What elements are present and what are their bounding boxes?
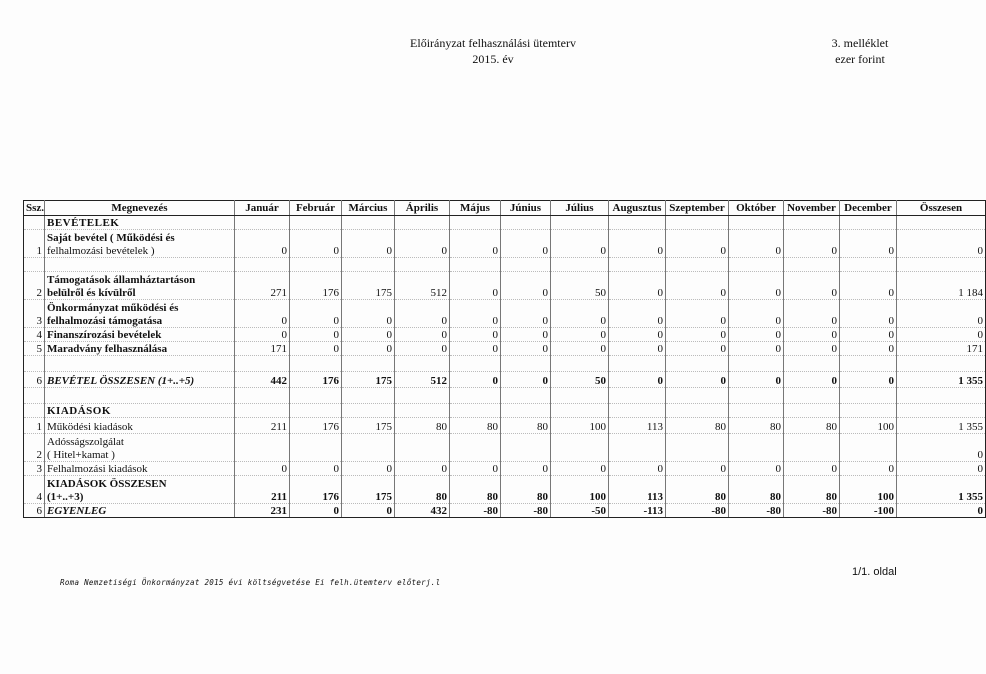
cell-value: 1 184 xyxy=(897,272,986,300)
cell-value: 0 xyxy=(501,272,551,300)
cell-value: 171 xyxy=(897,342,986,356)
cell-value xyxy=(395,216,450,230)
cell-value: 50 xyxy=(551,372,609,388)
page-number: 1/1. oldal xyxy=(852,566,897,578)
cell-value xyxy=(784,388,840,404)
cell-value: 0 xyxy=(450,342,501,356)
cell-value: 0 xyxy=(235,230,290,258)
cell-value: 1 355 xyxy=(897,372,986,388)
cell-value xyxy=(395,434,450,462)
row-label xyxy=(45,230,235,258)
cell-value: 0 xyxy=(729,230,784,258)
cell-value: 0 xyxy=(235,328,290,342)
cell-value: 0 xyxy=(450,300,501,328)
cell-value xyxy=(729,356,784,372)
cell-value: 0 xyxy=(897,230,986,258)
cell-value xyxy=(551,216,609,230)
cell-value xyxy=(840,258,897,272)
cell-value: 0 xyxy=(784,342,840,356)
cell-value xyxy=(290,258,342,272)
cell-value: 0 xyxy=(897,328,986,342)
cell-value xyxy=(290,434,342,462)
cell-value xyxy=(235,434,290,462)
cell-value: 0 xyxy=(729,272,784,300)
column-header: November xyxy=(784,201,840,216)
cell-value xyxy=(235,258,290,272)
cell-value: 80 xyxy=(450,418,501,434)
row-number: 5 xyxy=(24,342,45,356)
cell-value: 512 xyxy=(395,372,450,388)
cell-value: 0 xyxy=(395,230,450,258)
cell-value: 0 xyxy=(395,342,450,356)
cell-value: 0 xyxy=(666,300,729,328)
cell-value: 0 xyxy=(840,328,897,342)
cell-value xyxy=(501,356,551,372)
cell-value: 100 xyxy=(551,418,609,434)
column-header: Összesen xyxy=(897,201,986,216)
cell-value xyxy=(609,388,666,404)
cell-value xyxy=(501,216,551,230)
cell-value: 100 xyxy=(840,476,897,504)
cell-value: 176 xyxy=(290,372,342,388)
row-number xyxy=(24,258,45,272)
cell-value: 0 xyxy=(501,342,551,356)
table-row xyxy=(24,388,986,404)
cell-value xyxy=(609,356,666,372)
cell-value: 0 xyxy=(666,328,729,342)
cell-value: 0 xyxy=(609,230,666,258)
cell-value: 0 xyxy=(450,372,501,388)
cell-value: 0 xyxy=(897,434,986,462)
row-label-line: Finanszírozási bevételek xyxy=(47,328,162,341)
cell-value: 80 xyxy=(395,476,450,504)
cell-value: 113 xyxy=(609,476,666,504)
cell-value xyxy=(840,216,897,230)
cell-value xyxy=(897,388,986,404)
column-header: Május xyxy=(450,201,501,216)
cell-value: 0 xyxy=(450,230,501,258)
cell-value xyxy=(551,404,609,418)
cell-value: 1 355 xyxy=(897,418,986,434)
cell-value xyxy=(235,388,290,404)
cell-value xyxy=(551,434,609,462)
cell-value xyxy=(897,404,986,418)
cell-value: 171 xyxy=(235,342,290,356)
cell-value xyxy=(609,258,666,272)
table-row xyxy=(24,476,986,504)
cell-value xyxy=(729,258,784,272)
cell-value: 0 xyxy=(840,372,897,388)
cell-value: 0 xyxy=(729,342,784,356)
cell-value xyxy=(840,434,897,462)
cell-value xyxy=(450,388,501,404)
cell-value: 0 xyxy=(784,230,840,258)
cell-value xyxy=(840,388,897,404)
cell-value: 0 xyxy=(666,372,729,388)
cell-value: 0 xyxy=(784,272,840,300)
cell-value: 80 xyxy=(729,476,784,504)
cell-value: 80 xyxy=(395,418,450,434)
cell-value: 0 xyxy=(290,300,342,328)
cell-value: 211 xyxy=(235,476,290,504)
cell-value: 271 xyxy=(235,272,290,300)
cell-value xyxy=(784,356,840,372)
cell-value: 100 xyxy=(840,418,897,434)
cell-value xyxy=(342,356,395,372)
cell-value: 0 xyxy=(450,328,501,342)
cell-value: 0 xyxy=(729,462,784,476)
cell-value: 0 xyxy=(784,300,840,328)
cell-value xyxy=(501,404,551,418)
row-label-line: Adósságszolgálat xyxy=(47,436,124,448)
column-header: Megnevezés xyxy=(45,201,235,216)
cell-value xyxy=(784,258,840,272)
cell-value xyxy=(784,434,840,462)
cell-value xyxy=(729,434,784,462)
cell-value xyxy=(840,356,897,372)
cell-value: 0 xyxy=(501,230,551,258)
cell-value xyxy=(501,388,551,404)
cell-value: 1 355 xyxy=(897,476,986,504)
row-label-line: Támogatások államháztartáson xyxy=(47,274,196,286)
table-row xyxy=(24,300,986,328)
cell-value: 0 xyxy=(290,504,342,518)
cell-value: 0 xyxy=(784,328,840,342)
cell-value: 0 xyxy=(551,328,609,342)
row-number xyxy=(24,388,45,404)
column-header: Április xyxy=(395,201,450,216)
row-label-line: felhalmozási bevételek ) xyxy=(47,244,155,257)
table-row xyxy=(24,328,986,342)
document-footer: Roma Nemzetiségi Önkormányzat 2015 évi költségvetése Ei felh.ütemterv előterj.l xyxy=(60,578,441,587)
row-label-line: Saját bevétel ( Működési és xyxy=(47,232,175,244)
table-row xyxy=(24,418,986,434)
cell-value: 80 xyxy=(666,418,729,434)
cell-value xyxy=(450,216,501,230)
cell-value xyxy=(290,404,342,418)
row-number: 3 xyxy=(24,462,45,476)
cell-value: 0 xyxy=(290,328,342,342)
column-header: Február xyxy=(290,201,342,216)
cell-value: 0 xyxy=(551,342,609,356)
row-label-line: EGYENLEG xyxy=(47,504,107,517)
budget-schedule-table xyxy=(23,200,986,518)
cell-value xyxy=(729,388,784,404)
column-header: Június xyxy=(501,201,551,216)
cell-value xyxy=(666,258,729,272)
cell-value xyxy=(609,216,666,230)
row-number: 1 xyxy=(24,418,45,434)
row-label xyxy=(45,328,235,342)
cell-value: 0 xyxy=(897,504,986,518)
cell-value: 0 xyxy=(609,342,666,356)
cell-value: 175 xyxy=(342,476,395,504)
row-number: 6 xyxy=(24,504,45,518)
cell-value: 0 xyxy=(840,230,897,258)
cell-value xyxy=(897,258,986,272)
cell-value: 0 xyxy=(290,342,342,356)
table-row xyxy=(24,342,986,356)
row-label xyxy=(45,216,235,230)
cell-value: 0 xyxy=(551,462,609,476)
cell-value: 0 xyxy=(666,342,729,356)
row-label-line: BEVÉTEL ÖSSZESEN (1+..+5) xyxy=(47,374,195,387)
cell-value xyxy=(395,356,450,372)
currency-label: ezer forint xyxy=(835,52,885,66)
cell-value: 175 xyxy=(342,272,395,300)
cell-value: 0 xyxy=(609,462,666,476)
table-row xyxy=(24,258,986,272)
table-row xyxy=(24,504,986,518)
cell-value xyxy=(609,404,666,418)
cell-value: 0 xyxy=(395,462,450,476)
row-number xyxy=(24,356,45,372)
cell-value: 0 xyxy=(729,300,784,328)
cell-value: -100 xyxy=(840,504,897,518)
row-label xyxy=(45,418,235,434)
cell-value: 0 xyxy=(784,462,840,476)
cell-value: 0 xyxy=(290,230,342,258)
cell-value xyxy=(666,434,729,462)
cell-value: 442 xyxy=(235,372,290,388)
page-year: 2015. év xyxy=(472,52,514,66)
cell-value: 0 xyxy=(501,372,551,388)
cell-value: 0 xyxy=(342,300,395,328)
column-header: Szeptember xyxy=(666,201,729,216)
cell-value: 50 xyxy=(551,272,609,300)
cell-value: 0 xyxy=(342,230,395,258)
cell-value: 0 xyxy=(235,462,290,476)
cell-value: 512 xyxy=(395,272,450,300)
cell-value: 0 xyxy=(501,328,551,342)
cell-value: -80 xyxy=(450,504,501,518)
cell-value: 0 xyxy=(551,230,609,258)
cell-value xyxy=(666,216,729,230)
table-row xyxy=(24,404,986,418)
row-label xyxy=(45,476,235,504)
cell-value: -80 xyxy=(501,504,551,518)
cell-value xyxy=(235,216,290,230)
cell-value: -50 xyxy=(551,504,609,518)
cell-value: 80 xyxy=(666,476,729,504)
cell-value: 0 xyxy=(666,230,729,258)
table-row xyxy=(24,272,986,300)
cell-value: 0 xyxy=(609,300,666,328)
cell-value: 0 xyxy=(450,462,501,476)
row-label xyxy=(45,272,235,300)
cell-value: 175 xyxy=(342,372,395,388)
cell-value xyxy=(450,258,501,272)
cell-value xyxy=(897,216,986,230)
row-label xyxy=(45,434,235,462)
cell-value: 231 xyxy=(235,504,290,518)
cell-value: 0 xyxy=(501,462,551,476)
row-number xyxy=(24,404,45,418)
row-label-line: felhalmozási támogatása xyxy=(47,314,163,327)
cell-value xyxy=(784,216,840,230)
row-label-line: BEVÉTELEK xyxy=(47,216,120,229)
column-header: December xyxy=(840,201,897,216)
row-label xyxy=(45,300,235,328)
cell-value: -80 xyxy=(666,504,729,518)
table-row xyxy=(24,434,986,462)
row-label-line: (1+..+3) xyxy=(47,490,84,503)
cell-value: 0 xyxy=(551,300,609,328)
cell-value: 0 xyxy=(840,272,897,300)
cell-value xyxy=(450,356,501,372)
cell-value: 0 xyxy=(290,462,342,476)
page-title: Előirányzat felhasználási ütemterv xyxy=(410,36,576,50)
cell-value: 175 xyxy=(342,418,395,434)
row-label xyxy=(45,372,235,388)
cell-value xyxy=(290,356,342,372)
cell-value xyxy=(729,404,784,418)
row-label xyxy=(45,356,235,372)
cell-value: 176 xyxy=(290,476,342,504)
row-label xyxy=(45,404,235,418)
table-header-row xyxy=(24,201,986,216)
cell-value: 0 xyxy=(501,300,551,328)
row-label-line: Felhalmozási kiadások xyxy=(47,462,148,475)
cell-value xyxy=(551,388,609,404)
column-header: Ssz. xyxy=(24,201,45,216)
cell-value: 0 xyxy=(729,372,784,388)
cell-value: 0 xyxy=(395,300,450,328)
column-header: Július xyxy=(551,201,609,216)
cell-value: -80 xyxy=(729,504,784,518)
cell-value: 80 xyxy=(784,476,840,504)
cell-value xyxy=(897,356,986,372)
table-row xyxy=(24,216,986,230)
row-label-line: KIADÁSOK xyxy=(47,404,111,417)
cell-value xyxy=(342,388,395,404)
cell-value xyxy=(840,404,897,418)
column-header: Október xyxy=(729,201,784,216)
cell-value: 0 xyxy=(609,328,666,342)
row-number: 6 xyxy=(24,372,45,388)
cell-value xyxy=(342,404,395,418)
cell-value: 0 xyxy=(784,372,840,388)
cell-value: 432 xyxy=(395,504,450,518)
row-number: 3 xyxy=(24,300,45,328)
row-number xyxy=(24,216,45,230)
row-label-line: ( Hitel+kamat ) xyxy=(47,448,115,461)
cell-value xyxy=(290,216,342,230)
cell-value xyxy=(666,388,729,404)
cell-value xyxy=(450,404,501,418)
row-label xyxy=(45,504,235,518)
row-label xyxy=(45,258,235,272)
row-label-line: Maradvány felhasználása xyxy=(47,342,168,355)
column-header: Január xyxy=(235,201,290,216)
cell-value: 80 xyxy=(501,418,551,434)
cell-value xyxy=(729,216,784,230)
cell-value xyxy=(395,404,450,418)
cell-value: 0 xyxy=(609,272,666,300)
column-header: Március xyxy=(342,201,395,216)
cell-value xyxy=(666,356,729,372)
row-number: 4 xyxy=(24,328,45,342)
cell-value xyxy=(551,258,609,272)
table-row xyxy=(24,230,986,258)
row-label-line: Működési kiadások xyxy=(47,420,133,433)
cell-value: 0 xyxy=(729,328,784,342)
cell-value xyxy=(342,434,395,462)
cell-value: 0 xyxy=(609,372,666,388)
cell-value xyxy=(235,404,290,418)
row-label-line: KIADÁSOK ÖSSZESEN xyxy=(47,478,167,490)
cell-value: 211 xyxy=(235,418,290,434)
cell-value: 0 xyxy=(666,462,729,476)
table-row xyxy=(24,462,986,476)
cell-value xyxy=(290,388,342,404)
cell-value: 100 xyxy=(551,476,609,504)
cell-value: 0 xyxy=(342,328,395,342)
cell-value: 0 xyxy=(342,462,395,476)
row-label xyxy=(45,462,235,476)
cell-value: 80 xyxy=(450,476,501,504)
cell-value: -113 xyxy=(609,504,666,518)
cell-value: 80 xyxy=(784,418,840,434)
row-number: 2 xyxy=(24,434,45,462)
cell-value xyxy=(784,404,840,418)
cell-value: 0 xyxy=(235,300,290,328)
cell-value xyxy=(666,404,729,418)
cell-value xyxy=(501,258,551,272)
cell-value: 0 xyxy=(666,272,729,300)
annex-label: 3. melléklet xyxy=(831,36,889,50)
row-label xyxy=(45,342,235,356)
cell-value: 0 xyxy=(897,300,986,328)
cell-value xyxy=(342,216,395,230)
cell-value: 0 xyxy=(395,328,450,342)
cell-value: 176 xyxy=(290,272,342,300)
cell-value: 80 xyxy=(501,476,551,504)
row-label-line: belülről és kívülről xyxy=(47,286,136,299)
cell-value: 0 xyxy=(897,462,986,476)
row-number: 1 xyxy=(24,230,45,258)
cell-value: 176 xyxy=(290,418,342,434)
column-header: Augusztus xyxy=(609,201,666,216)
cell-value: 0 xyxy=(840,462,897,476)
cell-value xyxy=(342,258,395,272)
cell-value: 0 xyxy=(840,300,897,328)
row-number: 4 xyxy=(24,476,45,504)
cell-value: 0 xyxy=(342,342,395,356)
cell-value xyxy=(395,258,450,272)
cell-value xyxy=(450,434,501,462)
cell-value: 80 xyxy=(729,418,784,434)
cell-value: 0 xyxy=(450,272,501,300)
row-label xyxy=(45,388,235,404)
cell-value: 0 xyxy=(840,342,897,356)
cell-value xyxy=(501,434,551,462)
cell-value: 0 xyxy=(342,504,395,518)
table-row xyxy=(24,372,986,388)
cell-value xyxy=(609,434,666,462)
table-row xyxy=(24,356,986,372)
cell-value: -80 xyxy=(784,504,840,518)
cell-value: 113 xyxy=(609,418,666,434)
cell-value xyxy=(235,356,290,372)
row-label-line: Önkormányzat működési és xyxy=(47,302,179,314)
cell-value xyxy=(395,388,450,404)
cell-value xyxy=(551,356,609,372)
row-number: 2 xyxy=(24,272,45,300)
table-body xyxy=(24,216,986,518)
